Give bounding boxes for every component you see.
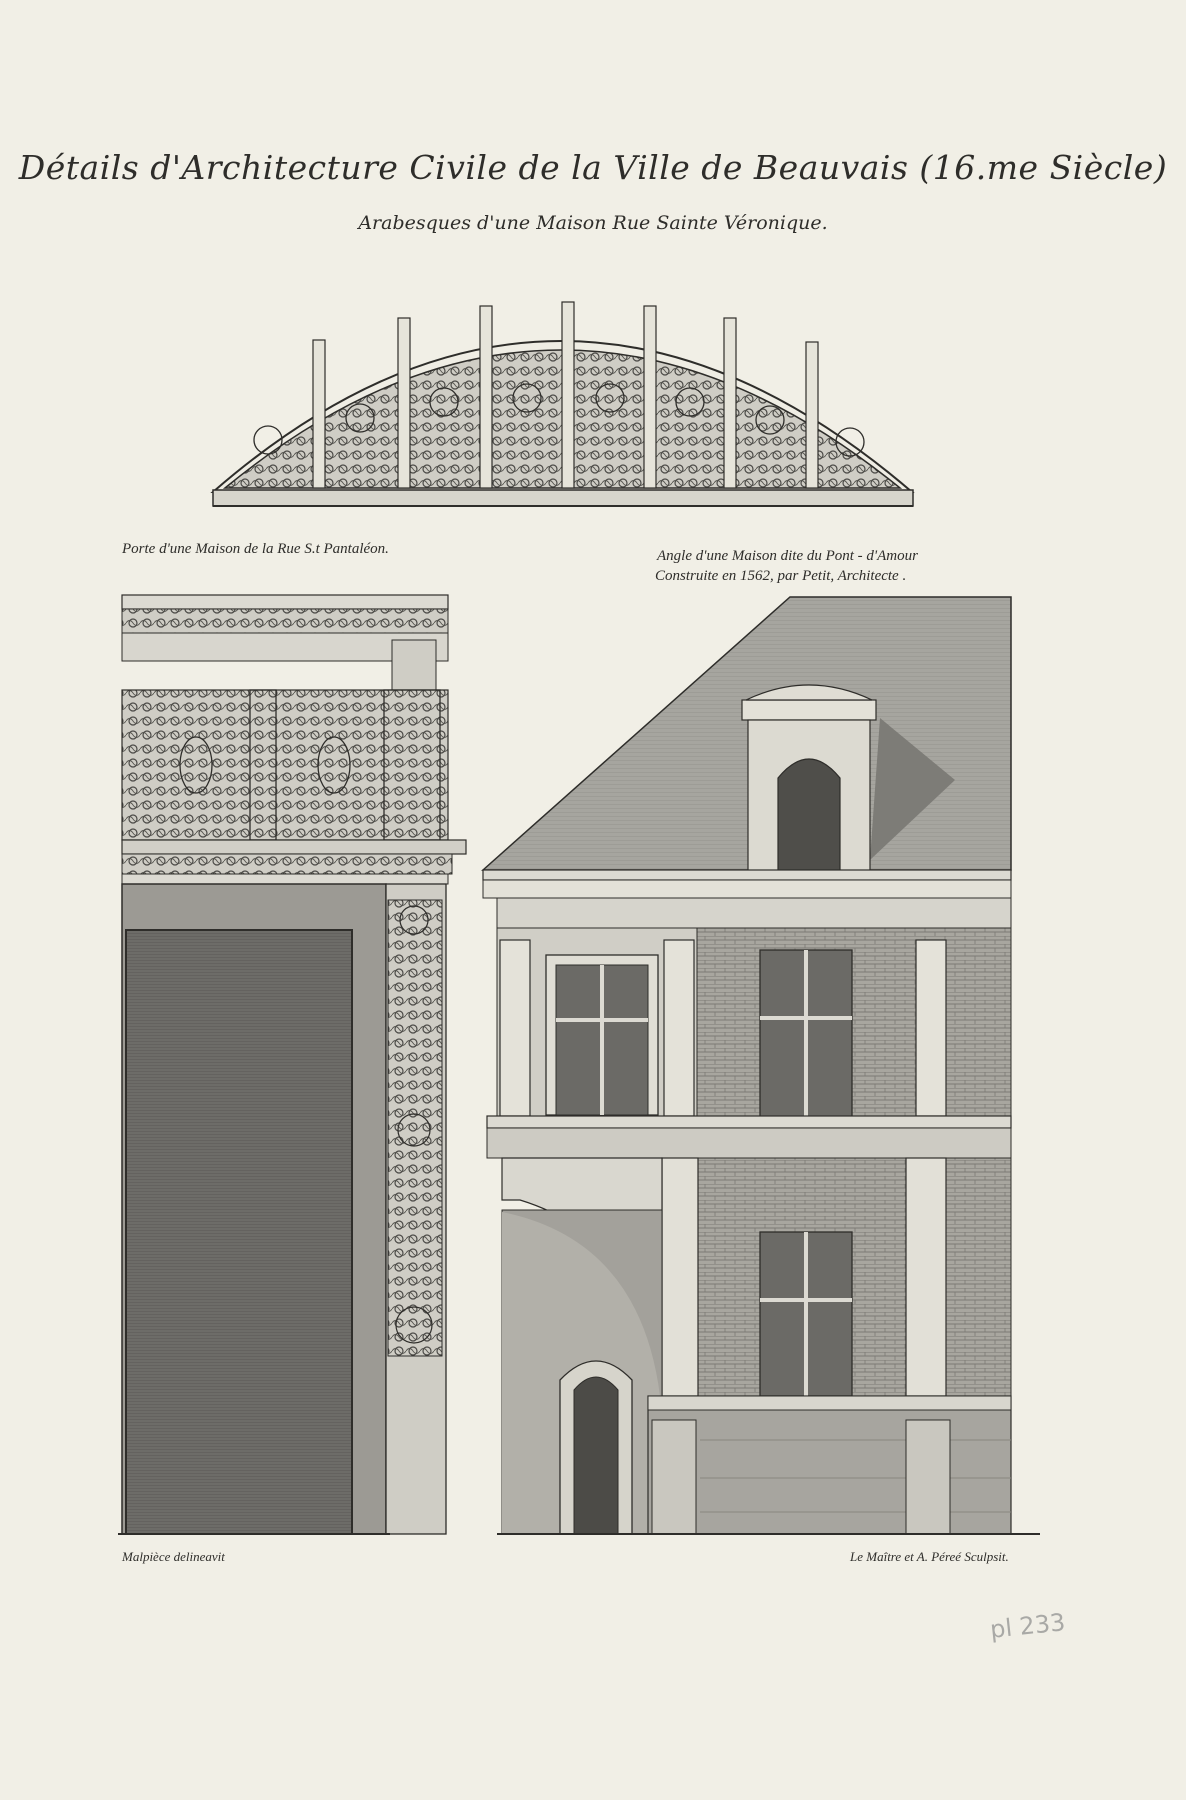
plate-title: Détails d'Architecture Civile de la Ville de Beauvais (16.me Siècle) (18, 148, 1168, 187)
arabesque-lunette (213, 302, 913, 506)
dormer-window (742, 685, 876, 876)
left-caption: Porte d'une Maison de la Rue S.t Pantaléon. (122, 541, 389, 557)
right-caption-line2: Construite en 1562, par Petit, Architecte . (655, 568, 907, 584)
plate-subtitle: Arabesques d'une Maison Rue Sainte Véronique. (358, 212, 828, 234)
right-caption-line1: Angle d'une Maison dite du Pont - d'Amour (657, 548, 918, 564)
draftsman-credit: Malpièce delineavit (122, 1549, 225, 1564)
house-pont-damour (483, 597, 1011, 1534)
shelfmark-pencil-note: pl 233 (988, 1608, 1067, 1644)
door-pantaleon (122, 595, 466, 1534)
engraver-credit: Le Maître et A. Péreé Sculpsit. (850, 1549, 1009, 1564)
